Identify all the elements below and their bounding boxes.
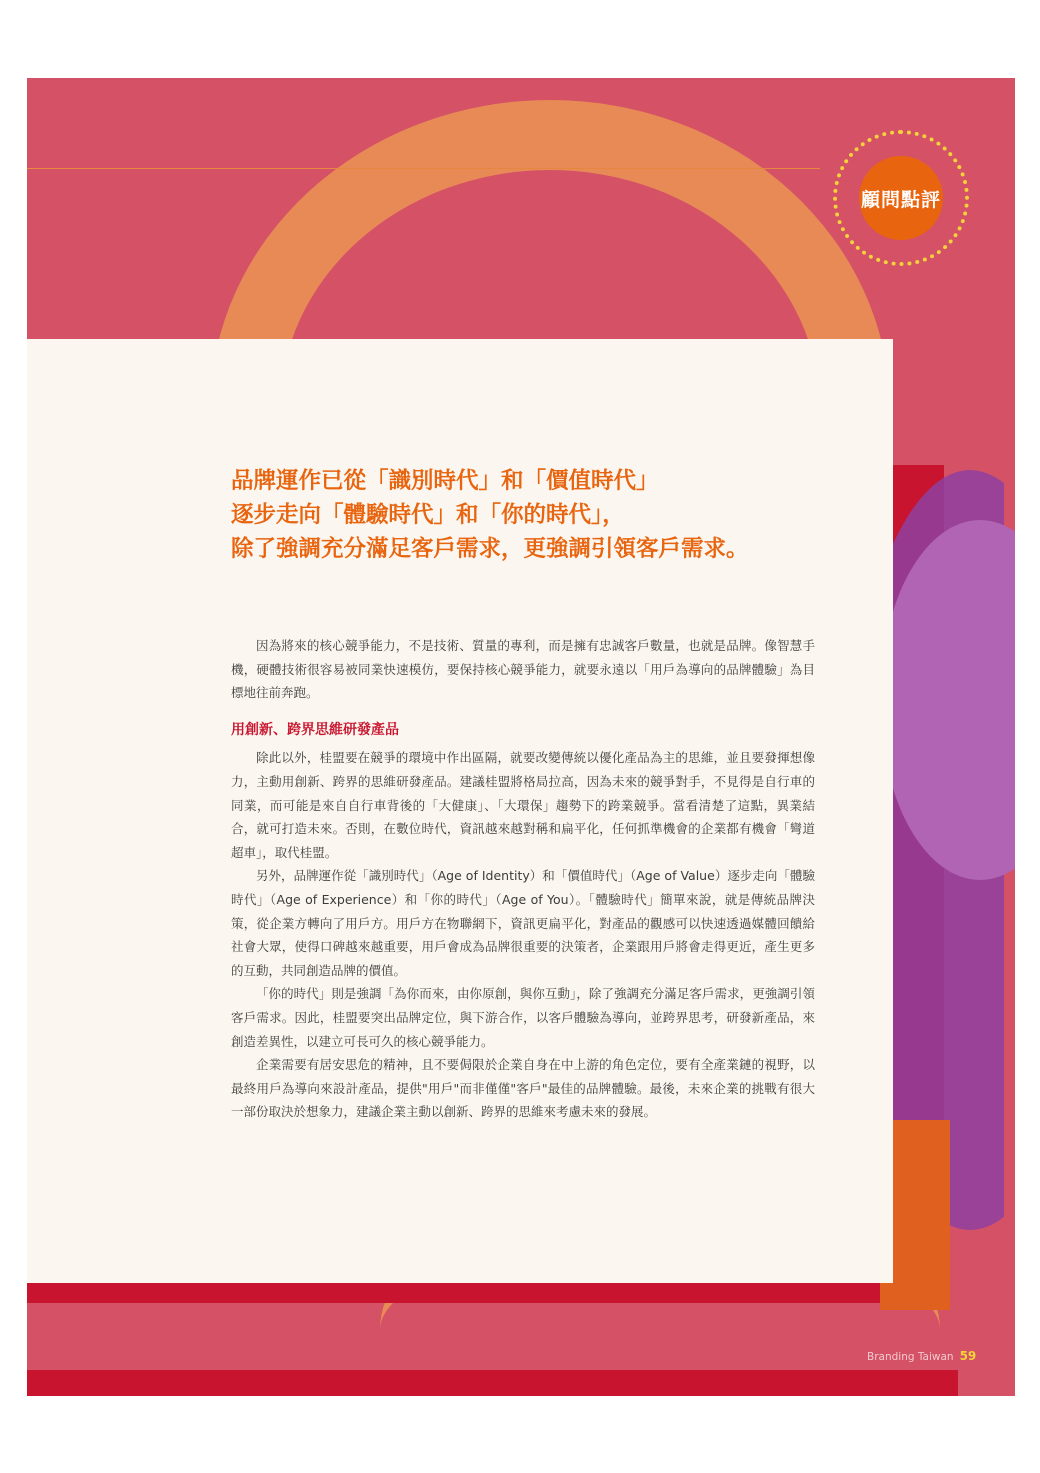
section-subheading: 用創新、跨界思維研發產品 (231, 721, 399, 738)
paragraph-4: 「你的時代」則是強調「為你而來，由你原創，與你互動」，除了強調充分滿足客戶需求，更強調引領客戶需求。因此，桂盟要突出品牌定位，與下游合作，以客戶體驗為導向，並跨界思考，研發新產品，來創造差異性，以建立可長可久的核心競爭能力。 (231, 986, 815, 1049)
headline-line-1: 品牌運作已從「識別時代」和「價值時代」 (231, 468, 659, 494)
headline-line-2: 逐步走向「體驗時代」和「你的時代」， (231, 502, 625, 528)
article-body (231, 634, 815, 1124)
consultant-review-badge (833, 130, 969, 266)
bottom-red-band (27, 1370, 958, 1396)
paragraph-3: 另外，品牌運作從「識別時代」（Age of Identity）和「價值時代」（Age of Value）逐步走向「體驗時代」（Age of Experience）和「你的時代」（Age of You）。「體驗時代」簡單來說，就是傳統品牌決策，從企業方轉向了用戶方。用戶方在物聯網下，資訊更扁平化，對產品的觀感可以快速透過媒體回饋給社會大眾，使得口碑越來越重要，用戶會成為品牌很重要的決策者，企業跟用戶將會走得更近，產生更多的互動，共同創造品牌的價值。 (231, 868, 815, 978)
header-rule (27, 168, 820, 169)
pull-quote-headline (231, 464, 871, 566)
page-footer (867, 1349, 976, 1363)
headline-line-3: 除了強調充分滿足客戶需求，更強調引領客戶需求。 (231, 536, 749, 562)
paragraph-2: 除此以外，桂盟要在競爭的環境中作出區隔，就要改變傳統以優化產品為主的思維，並且要發揮想像力，主動用創新、跨界的思維研發產品。建議桂盟將格局拉高，因為未來的競爭對手，不見得是自行車的同業，而可能是來自自行車背後的「大健康」、「大環保」趨勢下的跨業競爭。當看清楚了這點，異業結合，就可打造未來。否則，在數位時代，資訊越來越對稱和扁平化，任何抓準機會的企業都有機會「彎道超車」，取代桂盟。 (231, 750, 815, 860)
paragraph-5: 企業需要有居安思危的精神，且不要侷限於企業自身在中上游的角色定位，要有全產業鏈的視野，以最終用戶為導向來設計產品，提供"用戶"而非僅僅"客戶"最佳的品牌體驗。最後，未來企業的挑戰有很大一部份取決於想象力，建議企業主動以創新、跨界的思維來考慮未來的發展。 (231, 1057, 815, 1120)
paragraph-1: 因為將來的核心競爭能力，不是技術、質量的專利，而是擁有忠誠客戶數量，也就是品牌。像智慧手機，硬體技術很容易被同業快速模仿，要保持核心競爭能力，就要永遠以「用戶為導向的品牌體驗」為目標地往前奔跑。 (231, 638, 815, 701)
badge-label: 顧問點評 (860, 188, 941, 211)
page-number: 59 (959, 1349, 977, 1363)
publication-name: Branding Taiwan (867, 1351, 954, 1363)
badge-circle (859, 156, 943, 240)
